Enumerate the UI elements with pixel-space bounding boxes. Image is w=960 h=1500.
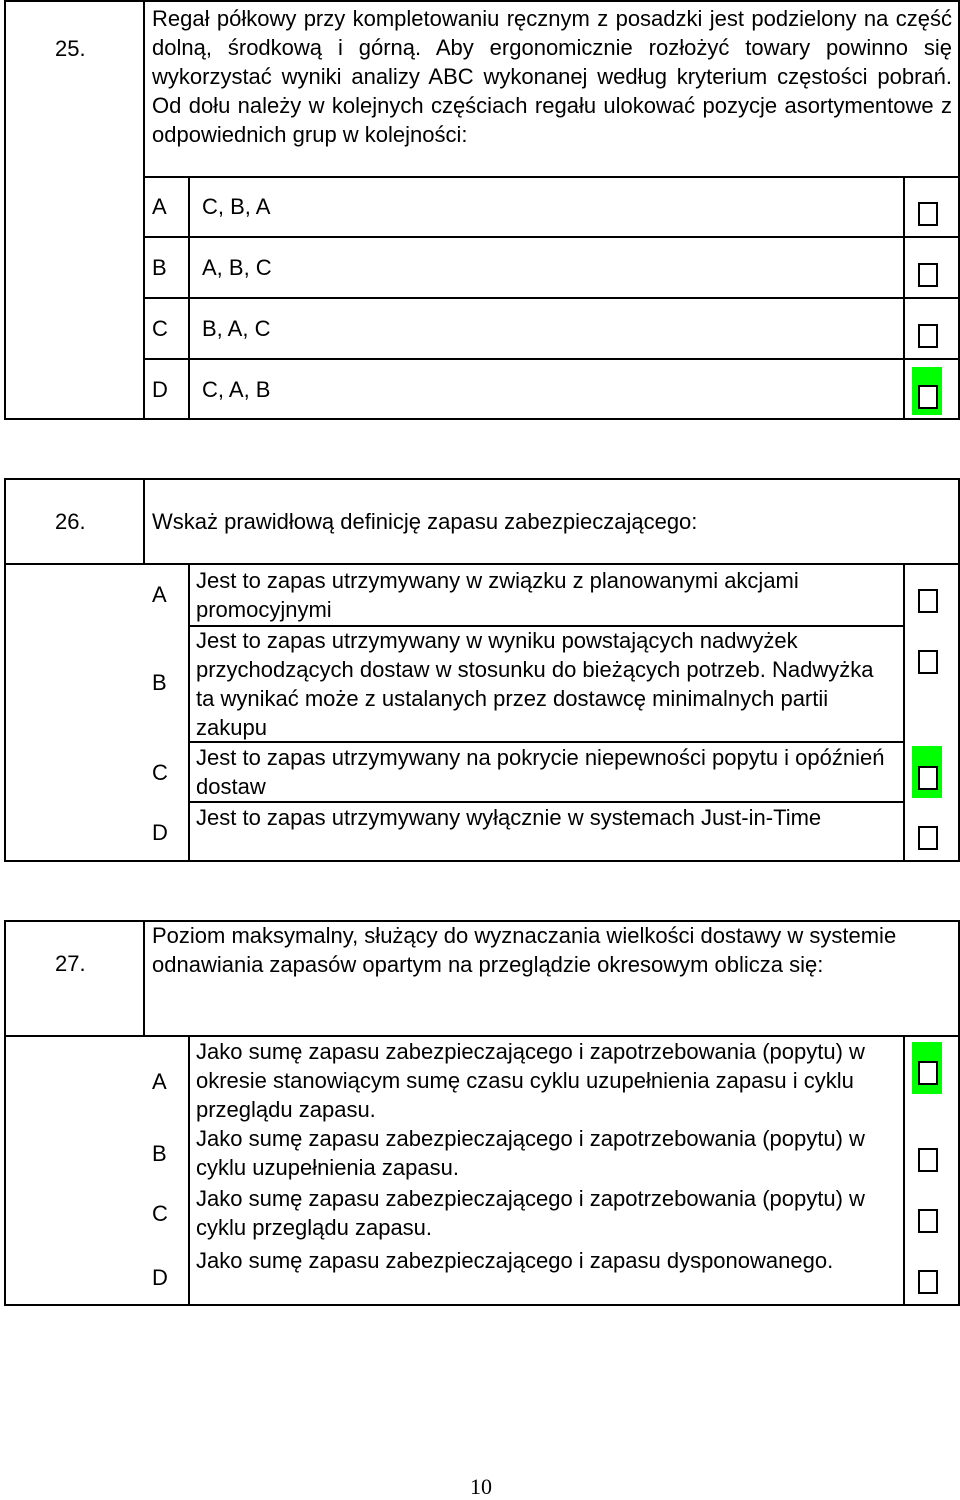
option-letter: B [152,670,167,695]
q25-row-divider [143,358,960,360]
option-text: C, A, B [202,377,271,402]
option-text: Jako sumę zapasu zabezpieczającego i zapotrzebowania (popytu) w cyklu uzupełnienia zapasu. [196,1126,865,1180]
option-letter: C [152,760,168,785]
option-text: Jest to zapas utrzymywany wyłącznie w systemach Just-in-Time [196,805,822,830]
option-text: Jest to zapas utrzymywany na pokrycie niepewności popytu i opóźnień dostaw [196,745,885,799]
question-number: 25. [55,36,86,61]
answer-checkbox-b[interactable] [918,650,938,674]
option-letter: A [152,194,167,219]
q26-letter-divider [188,563,190,862]
option-text: B, A, C [202,316,271,341]
answer-checkbox-c[interactable] [918,1209,938,1233]
option-letter: A [152,582,167,607]
q25-checkbox-divider [903,176,905,420]
option-text: C, B, A [202,194,271,219]
q27-checkbox-divider [903,1035,905,1306]
answer-checkbox-d[interactable] [918,1270,938,1294]
option-letter: D [152,820,168,845]
option-letter: C [152,316,168,341]
option-letter: D [152,377,168,402]
answer-checkbox-d[interactable] [918,385,938,409]
option-letter: D [152,1265,168,1290]
q27-letter-divider [188,1035,190,1306]
q25-stem-divider [143,176,960,178]
option-letter: B [152,1141,167,1166]
answer-checkbox-d[interactable] [918,826,938,850]
option-text: Jest to zapas utrzymywany w wyniku powstających nadwyżek przychodzących dostaw w stosunku do bieżących potrzeb. Nadwyżka ta wynikać może z ustalanych przez dostawcę minimalnych partii zakupu [196,628,874,740]
answer-checkbox-a[interactable] [918,202,938,226]
option-text: Jest to zapas utrzymywany w związku z planowanymi akcjami promocyjnymi [196,568,799,622]
q25-row-divider [143,236,960,238]
option-text: Jako sumę zapasu zabezpieczającego i zapotrzebowania (popytu) w cyklu przeglądu zapasu. [196,1186,865,1240]
answer-checkbox-b[interactable] [918,1148,938,1172]
question-number: 27. [55,951,86,976]
page-number: 10 [470,1474,492,1499]
q25-row-divider [143,297,960,299]
question-stem: Regał półkowy przy kompletowaniu ręcznym z posadzki jest podzielony na część dolną, środkową i górną. Aby ergonomicznie rozłożyć towary powinno się wykorzystać wyniki analizy ABC wykonanej według kryterium częstości pobrań. Od dołu należy w kolejnych częściach regału ulokować pozycje asortymentowe z odpowiednich grup w kolejności: [152,6,952,147]
answer-checkbox-a[interactable] [918,589,938,613]
answer-checkbox-c[interactable] [918,324,938,348]
option-text: A, B, C [202,255,272,280]
answer-checkbox-b[interactable] [918,263,938,287]
option-letter: A [152,1069,167,1094]
q26-stem-divider [4,563,960,565]
question-stem: Wskaż prawidłową definicję zapasu zabezpieczającego: [152,509,698,534]
answer-checkbox-c[interactable] [918,766,938,790]
option-letter: B [152,255,167,280]
q25-letter-divider [188,176,190,420]
option-text: Jako sumę zapasu zabezpieczającego i zapasu dysponowanego. [196,1248,834,1273]
q27-number-divider [143,920,145,1036]
option-letter: C [152,1201,168,1226]
q26-checkbox-divider [903,563,905,862]
answer-checkbox-a[interactable] [918,1061,938,1085]
question-stem: Poziom maksymalny, służący do wyznaczania wielkości dostawy w systemie odnawiania zapasów opartym na przeglądzie okresowym oblicza się: [152,923,897,977]
q26-number-divider [143,478,145,564]
question-number: 26. [55,509,86,534]
q25-number-divider [143,0,145,420]
option-text: Jako sumę zapasu zabezpieczającego i zapotrzebowania (popytu) w okresie stanowiącym sumę czasu cyklu uzupełnienia zapasu i cyklu przeglądu zapasu. [196,1039,865,1122]
